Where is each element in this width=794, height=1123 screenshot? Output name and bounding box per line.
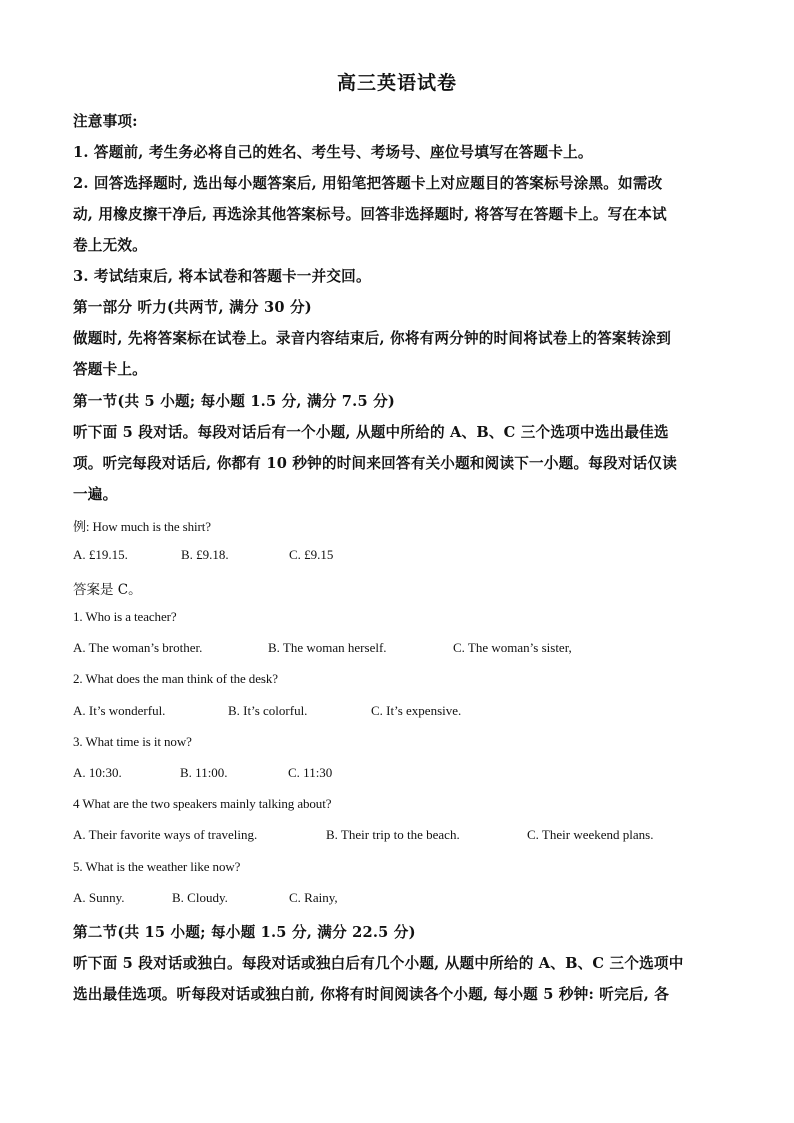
q4-option-a: A. Their favorite ways of traveling.: [73, 827, 258, 842]
section1-instructions-line-2: 项。听完每段对话后, 你都有 10 秒钟的时间来回答有关小题和阅读下一小题。每段对话仅读: [73, 455, 677, 472]
q5-option-c: C. Rainy,: [289, 890, 338, 905]
question-4: 4 What are the two speakers mainly talking about?: [73, 796, 332, 811]
question-2: 2. What does the man think of the desk?: [73, 671, 278, 686]
exam-title: 高三英语试卷: [336, 72, 457, 94]
notice-item-1: 1. 答题前, 考生务必将自己的姓名、考生号、考场号、座位号填写在答题卡上。: [73, 144, 593, 161]
q3-option-a: A. 10:30.: [73, 765, 122, 780]
question-5-options: [0, 890, 794, 910]
question-1: 1. Who is a teacher?: [73, 609, 177, 624]
section2-heading: 第二节(共 15 小题; 每小题 1.5 分, 满分 22.5 分): [73, 924, 416, 941]
section1-instructions-line-1: 听下面 5 段对话。每段对话后有一个小题, 从题中所给的 A、B、C 三个选项中选出最佳选: [73, 424, 669, 441]
part1-instructions-line-2: 答题卡上。: [73, 361, 147, 378]
q1-option-b: B. The woman herself.: [268, 640, 387, 655]
section2-instructions-line-2: 选出最佳选项。听每段对话或独白前, 你将有时间阅读各个小题, 每小题 5 秒钟: 听完后, 各: [73, 986, 670, 1003]
example-question: 例: How much is the shirt?: [73, 519, 211, 534]
notice-item-2-line-1: 2. 回答选择题时, 选出每小题答案后, 用铅笔把答题卡上对应题目的答案标号涂黑。如需改: [73, 175, 663, 192]
notice-item-2-line-2: 动, 用橡皮擦干净后, 再选涂其他答案标号。回答非选择题时, 将答写在答题卡上。写在本试: [73, 206, 667, 223]
section2-instructions-line-1: 听下面 5 段对话或独白。每段对话或独白后有几个小题, 从题中所给的 A、B、C 三个选项中: [73, 955, 684, 972]
example-option-a: A. £19.15.: [73, 547, 128, 562]
example-option-c: C. £9.15: [289, 547, 334, 562]
example-option-b: B. £9.18.: [181, 547, 229, 562]
q4-option-b: B. Their trip to the beach.: [326, 827, 460, 842]
question-3: 3. What time is it now?: [73, 734, 192, 749]
question-2-options: [0, 703, 794, 723]
question-5: 5. What is the weather like now?: [73, 859, 241, 874]
q1-option-c: C. The woman’s sister,: [453, 640, 572, 655]
notice-heading: 注意事项:: [73, 113, 138, 130]
q5-option-b: B. Cloudy.: [172, 890, 228, 905]
notice-item-3: 3. 考试结束后, 将本试卷和答题卡一并交回。: [73, 268, 371, 285]
q3-option-c: C. 11:30: [288, 765, 333, 780]
q1-option-a: A. The woman’s brother.: [73, 640, 203, 655]
q2-option-b: B. It’s colorful.: [228, 703, 308, 718]
q3-option-b: B. 11:00.: [180, 765, 228, 780]
section1-heading: 第一节(共 5 小题; 每小题 1.5 分, 满分 7.5 分): [73, 393, 395, 410]
q5-option-a: A. Sunny.: [73, 890, 125, 905]
question-3-options: [0, 765, 794, 785]
q4-option-c: C. Their weekend plans.: [527, 827, 654, 842]
notice-item-2-line-3: 卷上无效。: [73, 237, 147, 254]
question-4-options: [0, 827, 794, 847]
part1-heading: 第一部分 听力(共两节, 满分 30 分): [73, 299, 312, 316]
question-1-options: [0, 640, 794, 660]
q2-option-c: C. It’s expensive.: [371, 703, 462, 718]
example-answer: 答案是 C。: [73, 582, 142, 598]
example-options: [0, 547, 794, 567]
part1-instructions-line-1: 做题时, 先将答案标在试卷上。录音内容结束后, 你将有两分钟的时间将试卷上的答案转涂到: [73, 330, 672, 347]
section1-instructions-line-3: 一遍。: [73, 486, 118, 503]
q2-option-a: A. It’s wonderful.: [73, 703, 166, 718]
